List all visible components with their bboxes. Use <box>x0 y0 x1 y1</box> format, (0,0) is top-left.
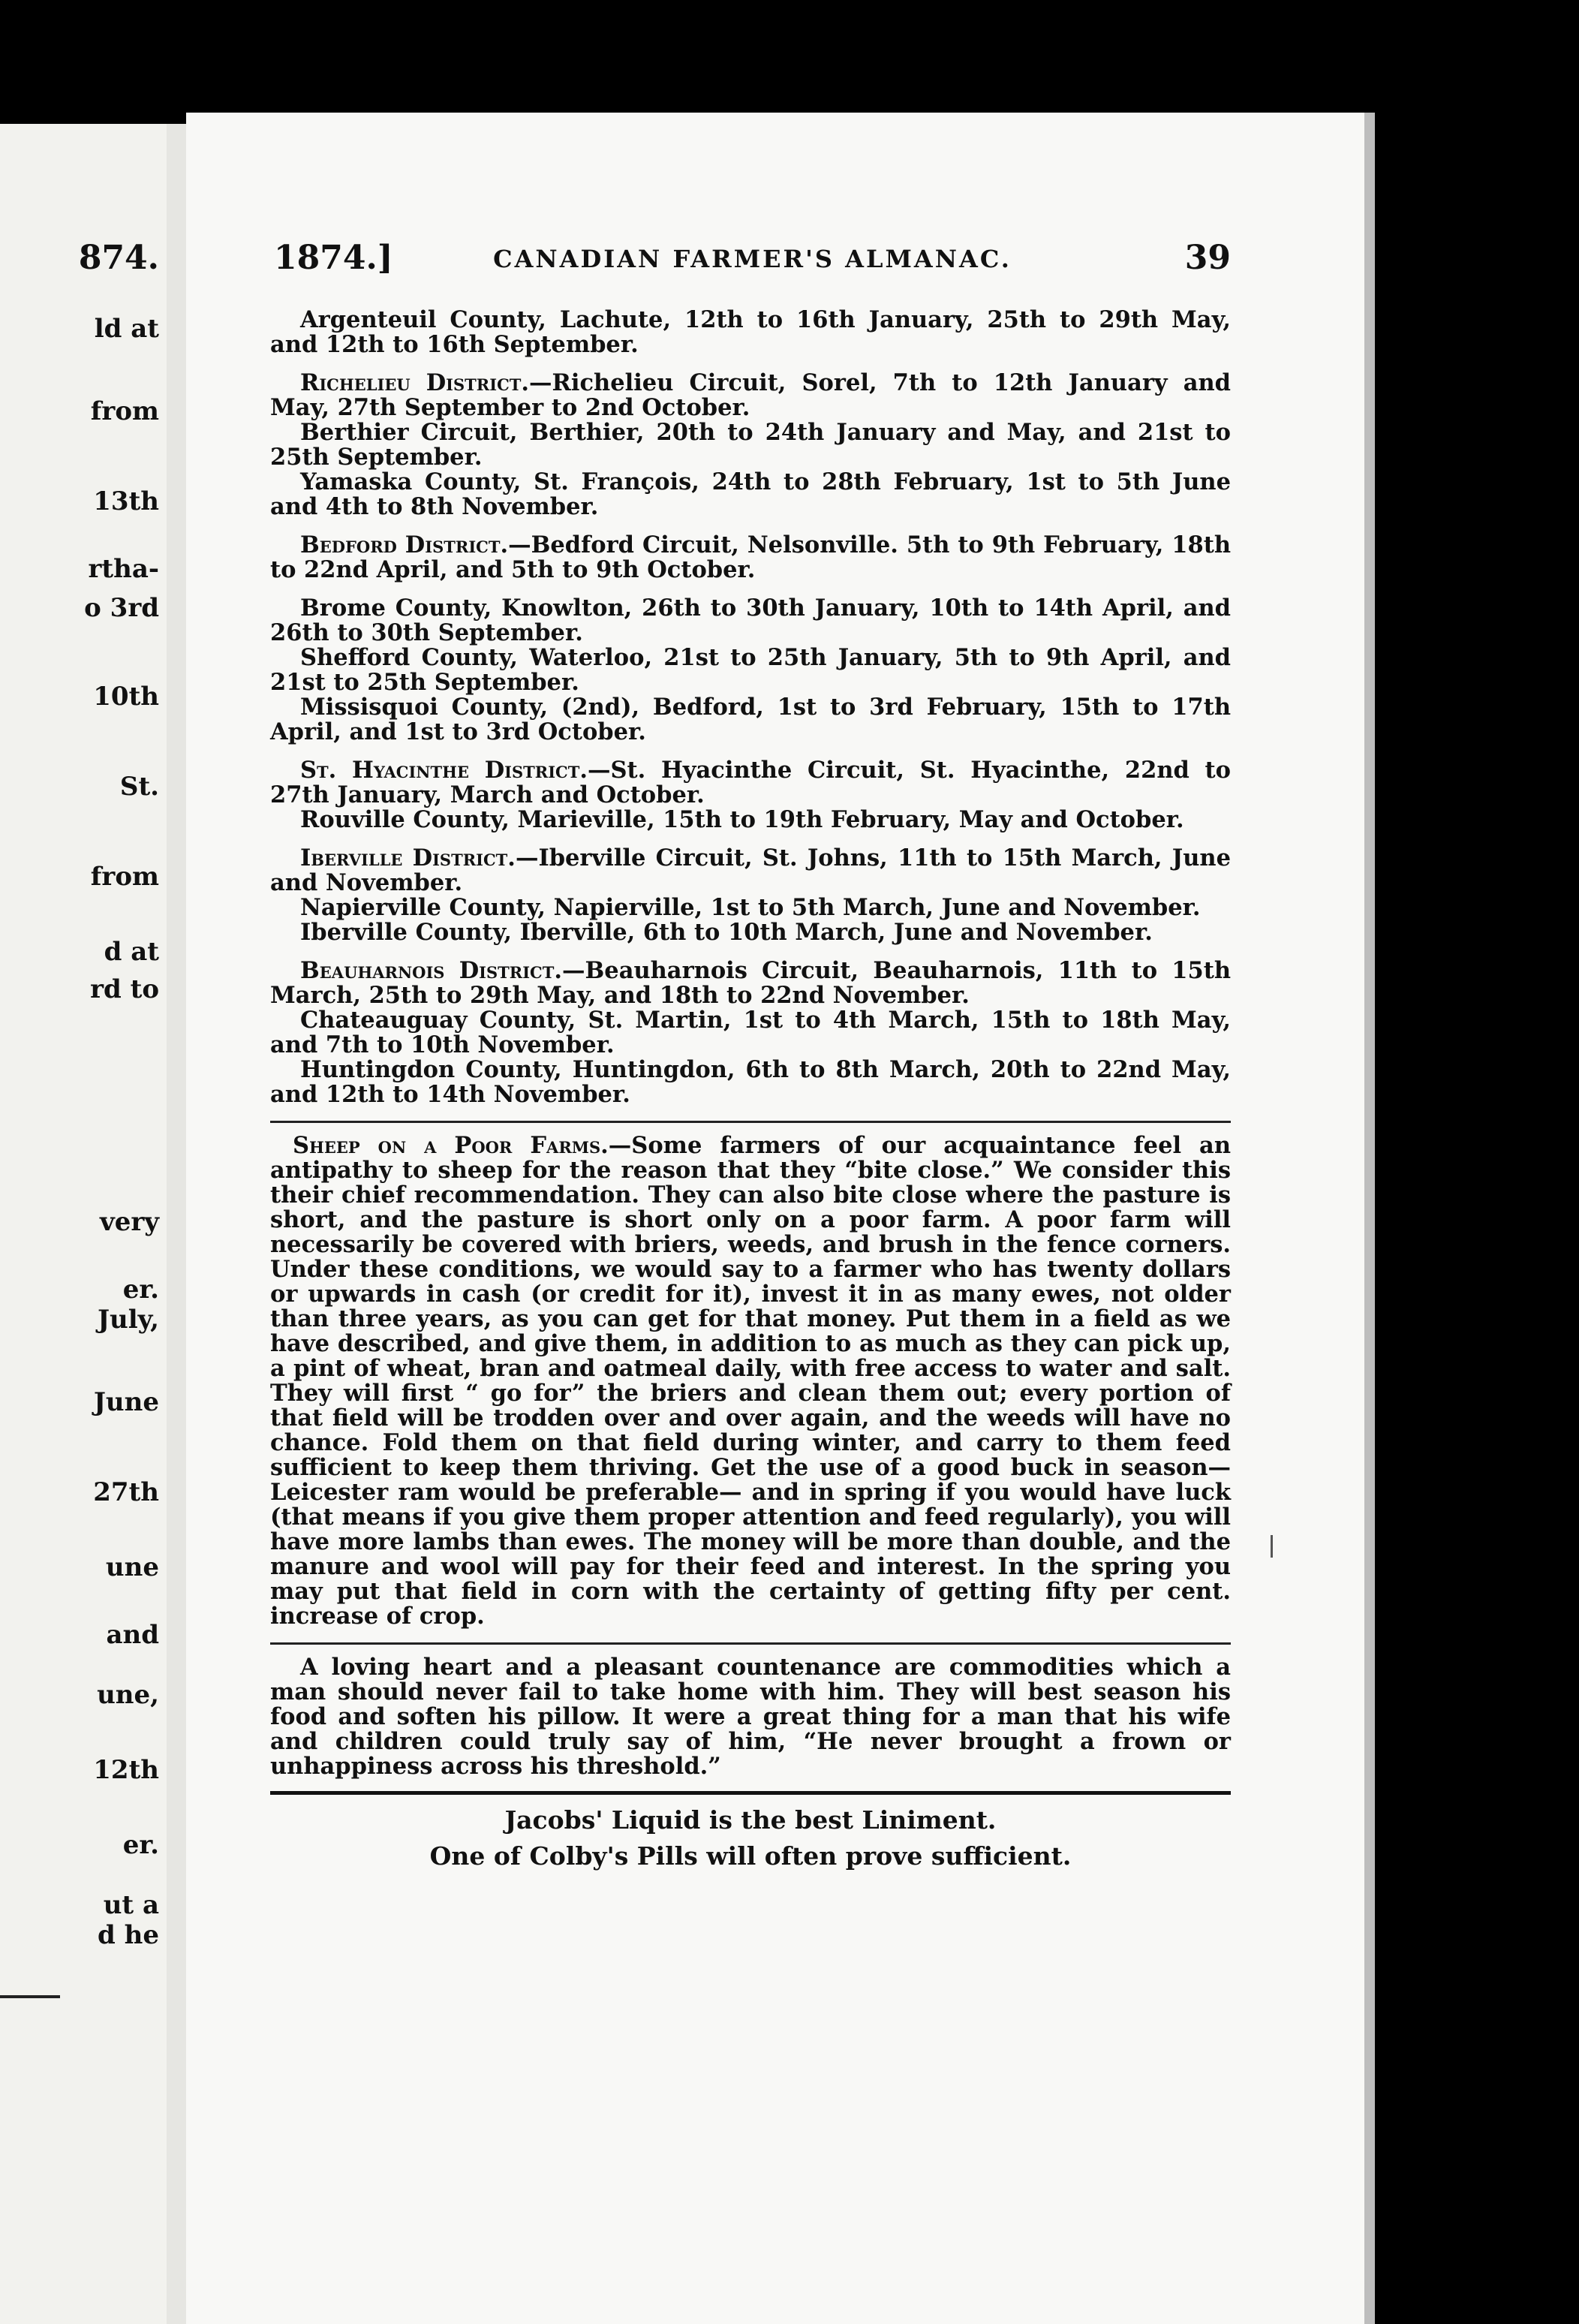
loving-heart-paragraph <box>270 1655 1231 1779</box>
page-edge <box>1364 113 1375 2324</box>
court-sitting-entry <box>270 308 1231 357</box>
section-divider <box>270 1642 1231 1645</box>
running-title: CANADIAN FARMER'S ALMANAC. <box>493 245 1012 273</box>
left-page-fragment: from <box>90 396 159 426</box>
sitting-text: —Beauharnois Circuit, Beauharnois, 11th to 15th March, 25th to 29th May, and 18th to 22nd November. <box>270 957 1232 1009</box>
court-sitting-entry <box>270 920 1231 945</box>
left-page-fragment: June <box>93 1387 159 1417</box>
sitting-text: Iberville County, Iberville, 6th to 10th March, June and November. <box>300 919 1153 946</box>
sitting-text: Rouville County, Marieville, 15th to 19th February, May and October. <box>300 806 1184 833</box>
section-divider <box>270 1121 1231 1123</box>
sitting-text: Berthier Circuit, Berthier, 20th to 24th January and May, and 21st to 25th September. <box>270 419 1231 471</box>
court-sitting-entry <box>270 470 1231 519</box>
district-heading: Beauharnois District. <box>300 957 563 984</box>
left-page-fragment: 13th <box>93 486 159 516</box>
left-page-fragment: er. <box>122 1830 159 1860</box>
court-sitting-entry <box>270 420 1231 470</box>
ad-colbys-pills: One of Colby's Pills will often prove sufficient. <box>429 1841 1072 1871</box>
court-sitting-entry <box>270 808 1231 832</box>
left-page-fragment: o 3rd <box>84 593 159 623</box>
court-sitting-entry <box>270 959 1231 1008</box>
left-page-fragment: and <box>106 1620 159 1650</box>
district-heading: Iberville District. <box>300 844 516 872</box>
court-sitting-entry <box>270 533 1231 583</box>
left-page-fragment: 10th <box>93 682 159 712</box>
section-divider <box>270 1791 1231 1795</box>
left-page-fragment: une <box>105 1552 159 1582</box>
header-year: 1874.] <box>274 239 393 277</box>
left-page-fragment: rtha- <box>88 554 159 584</box>
page-number: 39 <box>1184 239 1231 277</box>
left-page-fragment: St. <box>119 772 159 802</box>
sitting-text: Shefford County, Waterloo, 21st to 25th January, 5th to 9th April, and 21st to 25th September. <box>270 644 1231 696</box>
sitting-text: Yamaska County, St. François, 24th to 28th February, 1st to 5th June and 4th to 8th November. <box>270 468 1231 520</box>
sheep-article <box>270 1133 1231 1629</box>
district-heading: St. Hyacinthe District. <box>300 757 588 784</box>
court-sitting-entry <box>270 596 1231 646</box>
district-heading: Richelieu District. <box>300 369 530 396</box>
court-sitting-entry <box>270 758 1231 808</box>
sitting-text: Argenteuil County, Lachute, 12th to 16th January, 25th to 29th May, and 12th to 16th September. <box>270 306 1231 358</box>
court-sitting-entry <box>270 371 1231 420</box>
sitting-text: Chateauguay County, St. Martin, 1st to 4th March, 15th to 18th May, and 7th to 10th November. <box>270 1007 1231 1058</box>
page-body <box>270 308 1231 1874</box>
left-page-fragment: 27th <box>93 1477 159 1507</box>
left-page-fragment: 12th <box>93 1755 159 1785</box>
left-page-fragment: d he <box>98 1920 159 1950</box>
margin-mark <box>1271 1535 1273 1558</box>
court-sitting-entry <box>270 646 1231 695</box>
left-page-fragment: rd to <box>90 974 159 1004</box>
left-page-fragment: ld at <box>94 314 159 344</box>
court-sittings-list <box>270 308 1231 1107</box>
sitting-text: —St. Hyacinthe Circuit, St. Hyacinthe, 22nd to 27th January, March and October. <box>270 757 1231 808</box>
court-sitting-entry <box>270 1058 1231 1107</box>
left-page-fragment: er. <box>122 1275 159 1305</box>
left-page-fragment: from <box>90 862 159 892</box>
district-heading: Bedford District. <box>300 531 509 558</box>
court-sitting-entry <box>270 846 1231 896</box>
sitting-text: Napierville County, Napierville, 1st to 5th March, June and November. <box>300 894 1201 921</box>
article-body: —Some farmers of our acquaintance feel an antipathy to sheep for the reason that they “bite close.” We consider this their chief recommendation. They can also bite close where the pasture is short, and the pasture is short only on a poor farm. A poor farm will necessarily be covered with briers, weeds, and brush in the fence corners. Under these conditions, we would say to a farmer who has twenty dollars or upwards in cash (or credit for it), invest it in as many ewes, not older than three years, as you can get for that money. Put them in a field as we have described, and give them, in addition to as much as they can pick up, a pint of wheat, bran and oatmeal daily, with free access to water and salt. They will first “ go for” the briers and clean them out; every portion of that field will be trodden over and over again, and the weeds will have no chance. Fold them on that field during winter, and carry to them feed sufficient to keep them thriving. Get the use of a good buck in season—Leicester ram would be preferable— and in spring if you would have luck (that means if you give them proper attention and feed regularly), you will have more lambs than ewes. The money will be more than double, and the manure and wool will pay for their feed and interest. In the spring you may put that field in corn with the certainty of getting fifty per cent. increase of crop. <box>270 1132 1231 1630</box>
left-page-fragment: 874. <box>78 239 159 277</box>
left-page-fragment: very <box>99 1207 159 1237</box>
sitting-text: Missisquoi County, (2nd), Bedford, 1st to 3rd February, 15th to 17th April, and 1st to 3rd October. <box>270 694 1231 745</box>
page-header <box>274 239 1231 284</box>
sitting-text: —Iberville Circuit, St. Johns, 11th to 15th March, June and November. <box>270 844 1231 896</box>
advertisements <box>270 1802 1231 1874</box>
left-page-fragment: une, <box>97 1680 159 1710</box>
court-sitting-entry <box>270 896 1231 920</box>
sitting-text: Brome County, Knowlton, 26th to 30th January, 10th to 14th April, and 26th to 30th September. <box>270 595 1231 646</box>
court-sitting-entry <box>270 1008 1231 1058</box>
sitting-text: —Richelieu Circuit, Sorel, 7th to 12th January and May, 27th September to 2nd October. <box>270 369 1231 421</box>
article-title: Sheep on a Poor Farms. <box>293 1132 609 1159</box>
left-page-fragment: July, <box>97 1305 159 1335</box>
sitting-text: —Bedford Circuit, Nelsonville. 5th to 9th February, 18th to 22nd April, and 5th to 9th October. <box>270 531 1232 583</box>
left-page-fragment: ut a <box>103 1890 159 1920</box>
court-sitting-entry <box>270 695 1231 745</box>
left-page-rule <box>0 1995 60 1998</box>
left-page-fragment: d at <box>104 937 159 967</box>
sitting-text: Huntingdon County, Huntingdon, 6th to 8th March, 20th to 22nd May, and 12th to 14th November. <box>270 1056 1231 1108</box>
loving-heart-text: A loving heart and a pleasant countenance are commodities which a man should never fail to take home with him. They will best season his food and soften his pillow. It were a great thing for a man that his wife and children could truly say of him, “He never brought a frown or unhappiness across his threshold.” <box>270 1654 1231 1780</box>
ad-jacobs-liquid: Jacobs' Liquid is the best Liniment. <box>504 1805 997 1835</box>
